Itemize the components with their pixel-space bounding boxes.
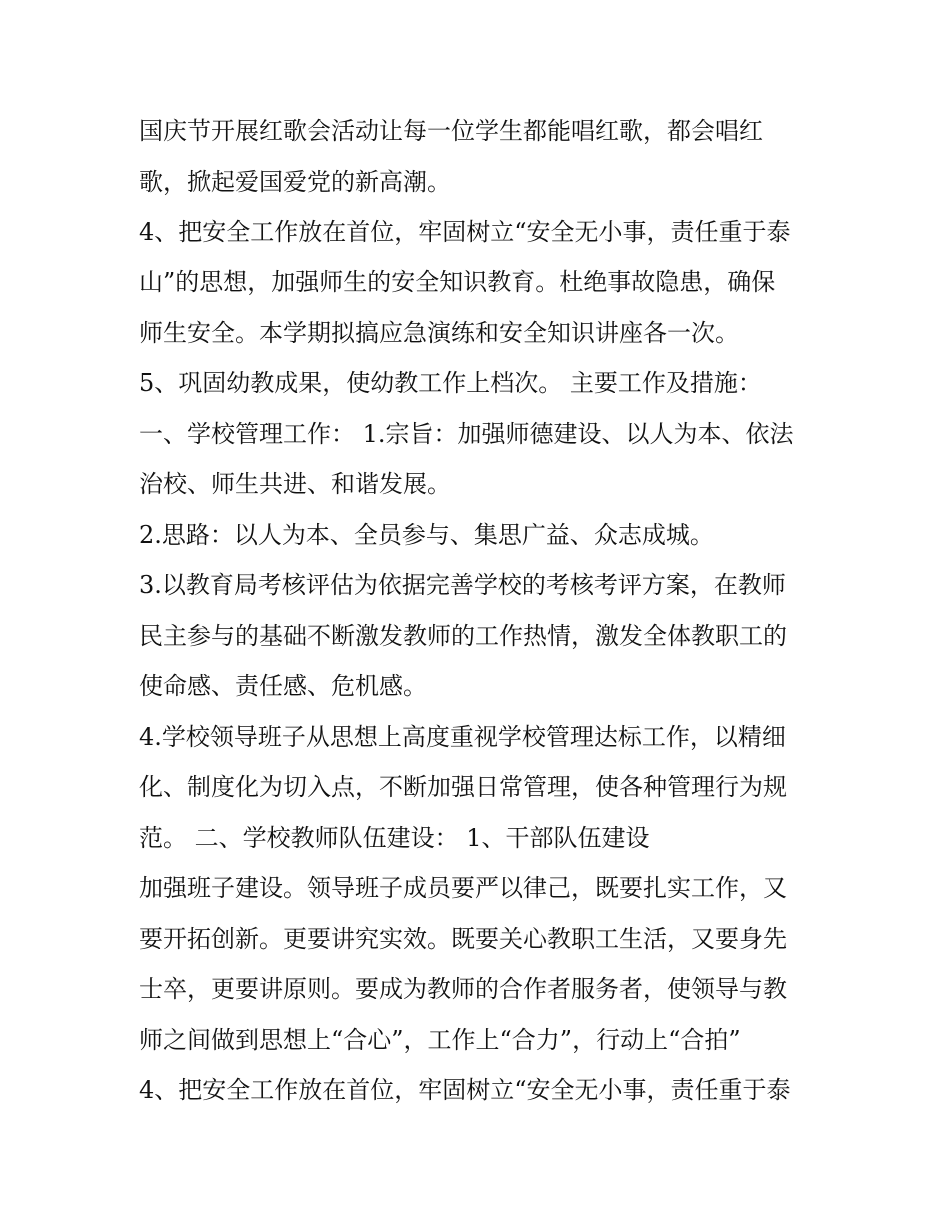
- text-line: 要开拓创新。更要讲究实效。既要关心教职工生活，又要身先: [139, 925, 787, 953]
- text-line: 加强班子建设。领导班子成员要严以律己，既要扎实工作，又: [139, 874, 787, 902]
- text-line: 4、把安全工作放在首位，牢固树立“安全无小事，责任重于泰: [139, 218, 791, 246]
- text-line: 4.学校领导班子从思想上高度重视学校管理达标工作，以精细: [139, 723, 786, 751]
- text-line: 4、把安全工作放在首位，牢固树立“安全无小事，责任重于泰: [139, 1076, 791, 1104]
- text-line: 山”的思想，加强师生的安全知识教育。杜绝事故隐患，确保: [139, 268, 776, 296]
- text-line: 范。 二、学校教师队伍建设： 1、干部队伍建设: [139, 824, 650, 852]
- text-line: 一、学校管理工作： 1.宗旨：加强师德建设、以人为本、依法: [139, 420, 794, 448]
- text-line: 歌，掀起爱国爱党的新高潮。: [139, 168, 451, 196]
- text-line: 士卒，更要讲原则。要成为教师的合作者服务者，使领导与教: [139, 975, 787, 1003]
- text-line: 国庆节开展红歌会活动让每一位学生都能唱红歌，都会唱红: [139, 117, 763, 145]
- text-line: 师之间做到思想上“合心”，工作上“合力”，行动上“合拍”: [139, 1026, 741, 1054]
- text-line: 3.以教育局考核评估为依据完善学校的考核考评方案，在教师: [139, 571, 786, 599]
- text-line: 2.思路：以人为本、全员参与、集思广益、众志成城。: [139, 521, 714, 549]
- text-line: 使命感、责任感、危机感。: [139, 672, 427, 700]
- text-line: 5、巩固幼教成果，使幼教工作上档次。 主要工作及措施：: [139, 369, 762, 397]
- text-line: 化、制度化为切入点，不断加强日常管理，使各种管理行为规: [139, 773, 787, 801]
- text-line: 师生安全。本学期拟搞应急演练和安全知识讲座各一次。: [139, 319, 739, 347]
- text-line: 治校、师生共进、和谐发展。: [139, 470, 451, 498]
- text-line: 民主参与的基础不断激发教师的工作热情，激发全体教职工的: [139, 622, 787, 650]
